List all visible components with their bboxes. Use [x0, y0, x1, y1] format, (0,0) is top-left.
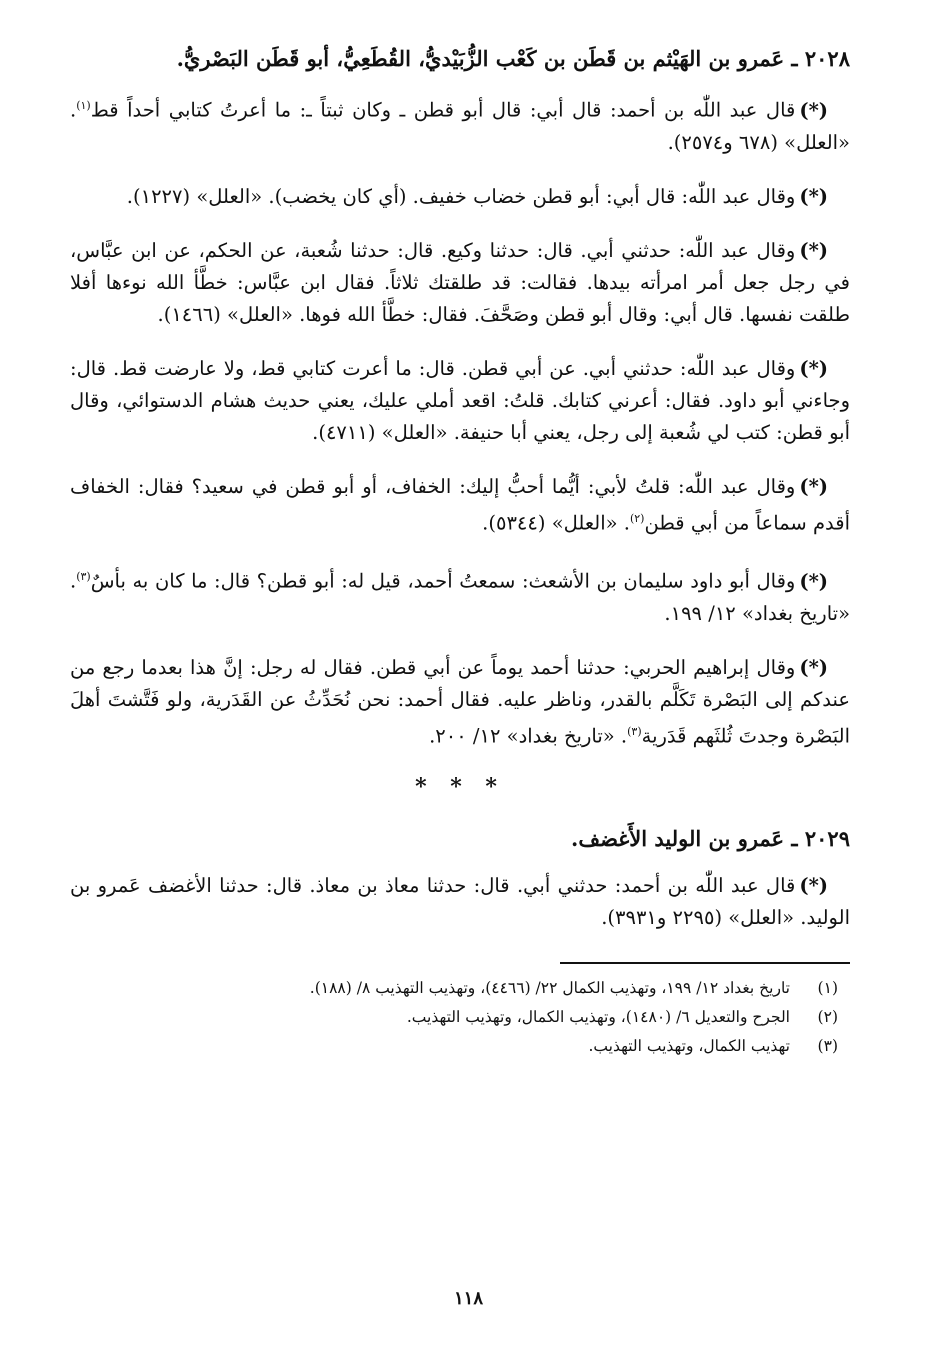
footnote-text: تاريخ بغداد ١٢/ ١٩٩، وتهذيب الكمال ٢٢/ (٤٤٦٦)، وتهذيب التهذيب ٨/ (١٨٨). [309, 979, 790, 997]
paragraph-5 [70, 471, 850, 540]
section-separator: * * * [415, 774, 505, 800]
footnote-number: (٢) [817, 1008, 838, 1026]
paragraph-text: وقال عبد اللّٰه: حدثني أبي. عن أبي قطن. قال: ما أعرت كتابي قط، ولا عارضت قط. قال: وجاءني أبو داود. فقال: أعرني كتابك. قلتُ: اقعد أملي عليك، يعني حديث هشام الدستوائي، وقال أبو قطن: كتب لي شُعبة إلى رجل، يعني أبا حنيفة. «العلل» (٤٧١١). [70, 356, 850, 444]
asterisk-marker: (*) [799, 569, 828, 593]
footnote-3 [70, 1032, 838, 1061]
paragraph-text: وقال أبو داود سليمان بن الأشعث: سمعتُ أحمد، قيل له: أبو قطن؟ قال: ما كان به بأسٌ [90, 569, 796, 593]
paragraph-text: وقال عبد اللّٰه: قلتُ لأبي: أيُّما أحبُّ إليك: الخفاف، أو أبو قطن في سعيد؟ فقال: الخفاف أقدم سماعاً من أبي قطن [70, 474, 850, 534]
footnote-text: الجرح والتعديل ٦/ (١٤٨٠)، وتهذيب الكمال، وتهذيب التهذيب. [406, 1008, 790, 1026]
paragraph-4 [70, 353, 850, 449]
paragraph-tail: . «العلل» (٥٣٤٤). [482, 511, 630, 534]
paragraph-8 [70, 870, 850, 934]
entry-title-2029: ٢٠٢٩ ـ عَمرو بن الوليد الأَغضف. [571, 826, 850, 851]
paragraph-7 [70, 652, 850, 753]
entry-title-2028: ٢٠٢٨ ـ عَمرو بن الهَيْثم بن قَطَن بن كَعْب الزُّبَيْديُّ، القُطَعِيُّ، أبو قَطَن البَصْريُّ. [176, 46, 850, 71]
footnote-number: (٣) [817, 1037, 838, 1055]
footnotes [70, 974, 850, 1061]
asterisk-marker: (*) [799, 184, 828, 208]
footnote-ref[interactable]: (٣) [76, 570, 91, 583]
asterisk-marker: (*) [799, 98, 828, 122]
paragraph-tail: . «تاريخ بغداد» ١٢/ ٢٠٠. [429, 724, 628, 747]
paragraph-text: قال عبد اللّٰه بن أحمد: حدثني أبي. قال: حدثنا معاذ بن معاذ. قال: حدثنا الأغضف عَمرو بن الوليد. «العلل» (٢٢٩٥ و٣٩٣١). [70, 874, 850, 929]
asterisk-marker: (*) [799, 238, 828, 262]
asterisk-marker: (*) [799, 874, 828, 897]
footnote-ref[interactable]: (٣) [627, 724, 642, 738]
paragraph-tail: . «العلل» (٦٧٨ و٢٥٧٤). [70, 98, 850, 154]
footnote-ref[interactable]: (١) [76, 99, 91, 112]
footnote-divider [560, 962, 850, 964]
asterisk-marker: (*) [799, 474, 828, 498]
paragraph-text: وقال عبد اللّٰه: حدثني أبي. قال: حدثنا وكيع. قال: حدثنا شُعبة، عن الحكم، عن ابن عبَّاس، في رجل جعل أمر امرأته بيدها. فقالت: قد طلقتك ثلاثاً. فقال ابن عبَّاس: خطَّأ الله نوءها أفلا طلقت نفسها. قال أبي: وقال أبو قطن وصَحَّفَ. فقال: خطَّأ الله فوها. «العلل» (١٤٦٦). [70, 238, 850, 326]
paragraph-text: وقال عبد اللّٰه: قال أبي: أبو قطن خضاب خفيف. (أي كان يخضب). «العلل» (١٢٢٧). [126, 184, 796, 208]
footnote-ref[interactable]: (٢) [629, 511, 645, 525]
paragraph-3 [70, 235, 850, 331]
footnote-2 [70, 1003, 838, 1032]
page-body [70, 42, 850, 1061]
asterisk-marker: (*) [799, 655, 828, 679]
paragraph-text: وقال إبراهيم الحربي: حدثنا أحمد يوماً عن أبي قطن. فقال له رجل: إنَّ هذا بعدما رجع من عندكم إلى البَصْرة تَكَلَّم بالقدر، وناظر عليه. فقال أحمد: نحن نُحَدِّثُ عن القَدَرية، ولو فَتَّشتَ أهلَ البَصْرة وجدتَ ثُلثَهم قَدَرية [70, 655, 850, 747]
paragraph-text: قال عبد اللّٰه بن أحمد: قال أبي: قال أبو قطن ـ وكان ثبتاً ـ: ما أعرتُ كتابي أحداً قط [90, 98, 796, 122]
asterisk-marker: (*) [799, 356, 828, 380]
paragraph-tail: . «تاريخ بغداد» ١٢/ ١٩٩. [70, 569, 850, 625]
footnote-text: تهذيب الكمال، وتهذيب التهذيب. [588, 1037, 790, 1055]
paragraph-1 [70, 90, 850, 159]
paragraph-2 [70, 181, 850, 213]
footnote-1 [70, 974, 838, 1003]
footnote-number: (١) [817, 979, 838, 997]
paragraph-6 [70, 561, 850, 630]
page-number: ١١٨ [453, 1288, 483, 1309]
